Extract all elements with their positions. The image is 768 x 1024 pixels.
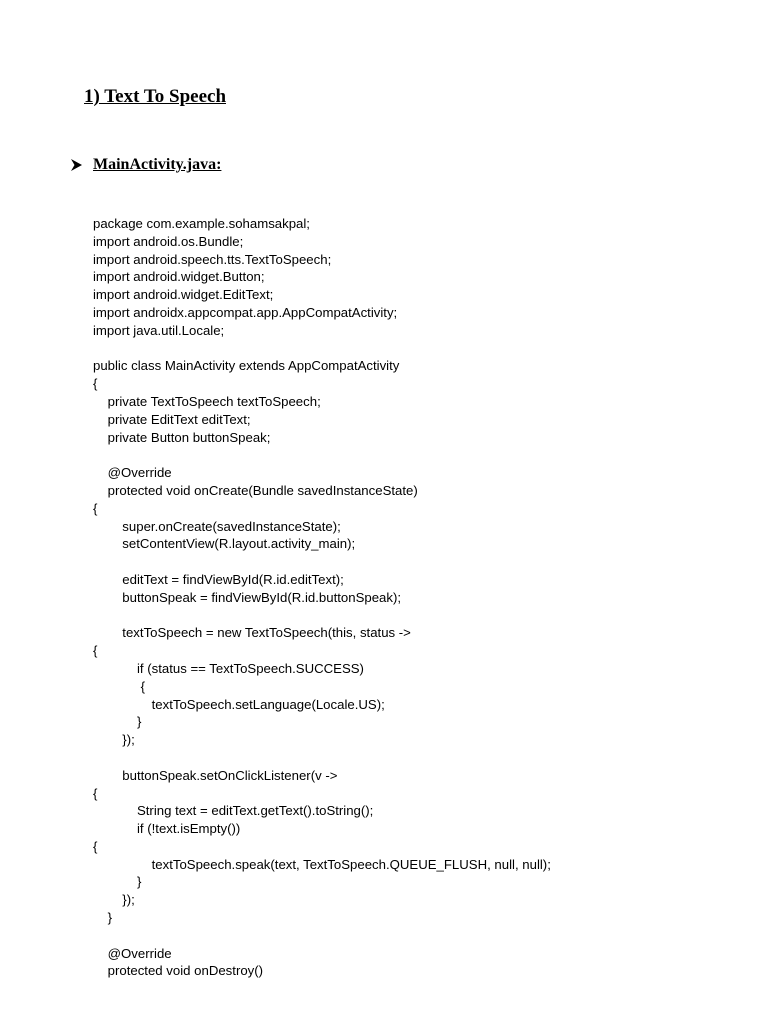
code-line: } <box>93 874 142 890</box>
code-line: editText = findViewById(R.id.editText); <box>93 571 344 587</box>
code-line: private Button buttonSpeak; <box>93 429 271 445</box>
code-line <box>93 749 551 767</box>
code-line: }); <box>93 892 135 908</box>
code-line: if (status == TextToSpeech.SUCCESS) <box>93 660 364 676</box>
code-line: if (!text.isEmpty()) <box>93 821 241 837</box>
code-line: textToSpeech.speak(text, TextToSpeech.QUEUE_FLUSH, null, null); <box>93 856 551 872</box>
arrowhead-bullet-icon <box>70 158 83 172</box>
code-line: import android.speech.tts.TextToSpeech; <box>93 251 332 267</box>
code-line: super.onCreate(savedInstanceState); <box>93 518 341 534</box>
code-line: buttonSpeak.setOnClickListener(v -> <box>93 767 338 783</box>
code-line <box>93 446 551 464</box>
code-line: }); <box>93 732 135 748</box>
code-line <box>93 607 551 625</box>
code-line: String text = editText.getText().toString(); <box>93 803 374 819</box>
code-line: private TextToSpeech textToSpeech; <box>93 393 321 409</box>
code-line: package com.example.sohamsakpal; <box>93 216 310 231</box>
code-line: textToSpeech.setLanguage(Locale.US); <box>93 696 385 712</box>
code-line: buttonSpeak = findViewById(R.id.buttonSpeak); <box>93 589 402 605</box>
code-line: } <box>93 714 142 730</box>
code-line <box>93 927 551 945</box>
code-line <box>93 340 551 358</box>
code-line: import androidx.appcompat.app.AppCompatActivity; <box>93 304 398 320</box>
code-line: protected void onCreate(Bundle savedInstanceState) <box>93 482 418 498</box>
code-line: } <box>93 910 113 926</box>
code-line: @Override <box>93 945 172 961</box>
code-line: import android.widget.EditText; <box>93 287 274 303</box>
code-line: { <box>93 643 98 659</box>
code-line: { <box>93 500 98 516</box>
code-line: { <box>93 785 98 801</box>
section-heading: 1) Text To Speech <box>84 86 227 107</box>
code-line: { <box>93 376 98 392</box>
code-line: setContentView(R.layout.activity_main); <box>93 536 356 552</box>
code-line: import java.util.Locale; <box>93 322 225 338</box>
code-line: import android.widget.Button; <box>93 269 265 285</box>
code-block <box>93 215 551 980</box>
code-line: textToSpeech = new TextToSpeech(this, status -> <box>93 625 411 641</box>
file-name: MainActivity.java: <box>93 156 222 173</box>
code-line: @Override <box>93 465 172 481</box>
code-line: private EditText editText; <box>93 411 251 427</box>
code-line: import android.os.Bundle; <box>93 233 244 249</box>
code-line: { <box>93 678 146 694</box>
file-subheading <box>70 156 221 174</box>
code-line: public class MainActivity extends AppCompatActivity <box>93 358 400 374</box>
code-line: { <box>93 838 98 854</box>
code-line <box>93 553 551 571</box>
code-line: protected void onDestroy() <box>93 963 264 979</box>
